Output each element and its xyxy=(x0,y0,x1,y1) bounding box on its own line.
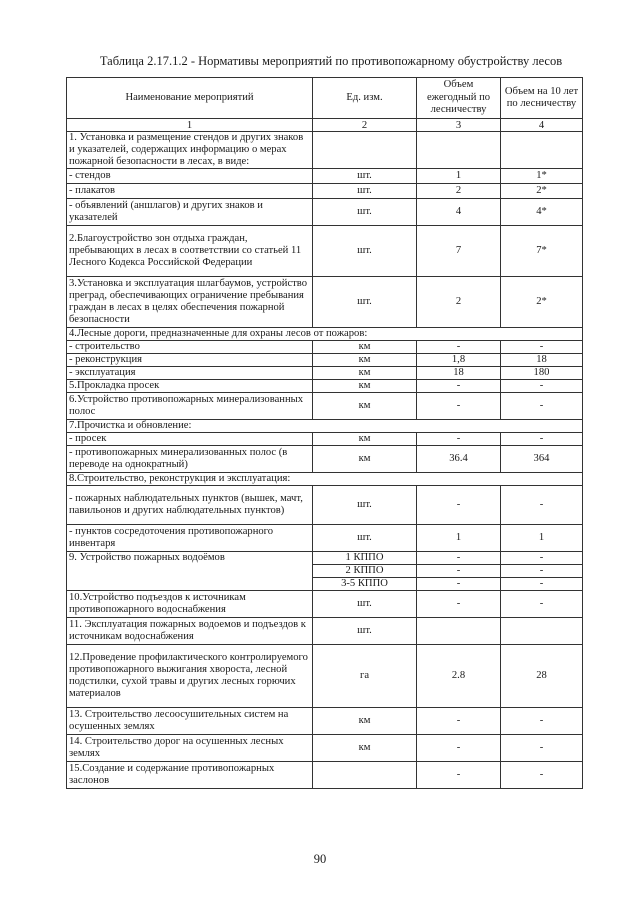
row-name: 12.Проведение профилактического контролируемого противопожарного выжигания хвороста, лесной подстилки, сухой травы и других лесных горючих материалов xyxy=(67,645,313,708)
row-name: 11. Эксплуатация пожарных водоемов и подъездов к источникам водоснабжения xyxy=(67,618,313,645)
row-annual: 7 xyxy=(417,226,501,277)
row-unit: км xyxy=(313,735,417,762)
table-row xyxy=(67,393,583,420)
row-ten-years: - xyxy=(501,578,583,591)
column-number: 2 xyxy=(313,119,417,132)
row-annual: - xyxy=(417,380,501,393)
row-unit: 2 КППО xyxy=(313,565,417,578)
row-ten-years: - xyxy=(501,393,583,420)
row-unit: га xyxy=(313,645,417,708)
page-number: 90 xyxy=(313,852,327,866)
table-row xyxy=(67,367,583,380)
row-ten-years: - xyxy=(501,591,583,618)
row-name: 3.Установка и эксплуатация шлагбаумов, устройство преград, обеспечивающих ограничение пребывания граждан в лесах в целях обеспечения пожарной безопасности xyxy=(67,277,313,328)
row-ten-years: - xyxy=(501,552,583,565)
row-annual: - xyxy=(417,708,501,735)
row-ten-years: - xyxy=(501,565,583,578)
row-annual: - xyxy=(417,341,501,354)
row-ten-years: 2* xyxy=(501,184,583,199)
row-name: - стендов xyxy=(67,169,313,184)
row-ten-years: 1* xyxy=(501,169,583,184)
row-name: - пунктов сосредоточения противопожарного инвентаря xyxy=(67,525,313,552)
row-ten-years xyxy=(501,618,583,645)
row-ten-years xyxy=(501,132,583,169)
table-row xyxy=(67,277,583,328)
row-ten-years: - xyxy=(501,486,583,525)
column-number: 3 xyxy=(417,119,501,132)
row-annual: 2.8 xyxy=(417,645,501,708)
table-row xyxy=(67,199,583,226)
row-ten-years: 7* xyxy=(501,226,583,277)
row-annual: 1 xyxy=(417,169,501,184)
row-name: - объявлений (аншлагов) и других знаков и указателей xyxy=(67,199,313,226)
row-ten-years: 4* xyxy=(501,199,583,226)
row-annual xyxy=(417,132,501,169)
row-unit: км xyxy=(313,708,417,735)
table-header-row xyxy=(67,78,583,119)
row-name: - реконструкция xyxy=(67,354,313,367)
row-ten-years: 364 xyxy=(501,446,583,473)
row-name: - просек xyxy=(67,433,313,446)
row-unit: км xyxy=(313,367,417,380)
row-ten-years: - xyxy=(501,433,583,446)
row-name: 15.Создание и содержание противопожарных заслонов xyxy=(67,762,313,789)
section-title: 4.Лесные дороги, предназначенные для охраны лесов от пожаров: xyxy=(67,328,583,341)
table-row xyxy=(67,341,583,354)
row-annual: - xyxy=(417,393,501,420)
row-ten-years: 1 xyxy=(501,525,583,552)
row-unit: шт. xyxy=(313,618,417,645)
table-row xyxy=(67,708,583,735)
row-unit: км xyxy=(313,341,417,354)
column-number: 4 xyxy=(501,119,583,132)
header-ten-year-volume: Объем на 10 лет по лесничеству xyxy=(501,78,583,119)
row-annual: 18 xyxy=(417,367,501,380)
row-name: - строительство xyxy=(67,341,313,354)
column-number: 1 xyxy=(67,119,313,132)
table-row xyxy=(67,486,583,525)
row-name: 14. Строительство дорог на осушенных лесных землях xyxy=(67,735,313,762)
row-unit: км xyxy=(313,380,417,393)
row-name: - плакатов xyxy=(67,184,313,199)
table-caption: Таблица 2.17.1.2 - Нормативы мероприятий по противопожарному обустройству лесов xyxy=(99,54,563,68)
table-row xyxy=(67,525,583,552)
row-annual: - xyxy=(417,433,501,446)
table-row xyxy=(67,169,583,184)
row-ten-years: - xyxy=(501,708,583,735)
table-row xyxy=(67,552,583,565)
row-annual: - xyxy=(417,591,501,618)
table-row xyxy=(67,354,583,367)
row-ten-years: - xyxy=(501,380,583,393)
row-unit: км xyxy=(313,433,417,446)
table-row xyxy=(67,762,583,789)
row-name: - эксплуатация xyxy=(67,367,313,380)
table-row xyxy=(67,433,583,446)
row-annual: 36.4 xyxy=(417,446,501,473)
row-unit xyxy=(313,762,417,789)
row-name: 2.Благоустройство зон отдыха граждан, пребывающих в лесах в соответствии со статьей 11 Лесного Кодекса Российской Федерации xyxy=(67,226,313,277)
table-row xyxy=(67,226,583,277)
row-ten-years: - xyxy=(501,341,583,354)
row-unit: шт. xyxy=(313,184,417,199)
row-unit: шт. xyxy=(313,199,417,226)
row-ten-years: 18 xyxy=(501,354,583,367)
row-unit: км xyxy=(313,446,417,473)
table-row xyxy=(67,618,583,645)
row-annual: - xyxy=(417,578,501,591)
row-name: 1. Установка и размещение стендов и других знаков и указателей, содержащих информацию о мерах пожарной безопасности в лесах, в виде: xyxy=(67,132,313,169)
row-annual: - xyxy=(417,735,501,762)
header-annual-volume: Объем ежегодный по лесничеству xyxy=(417,78,501,119)
table-row xyxy=(67,735,583,762)
row-annual: 2 xyxy=(417,184,501,199)
row-ten-years: 2* xyxy=(501,277,583,328)
row-unit: км xyxy=(313,354,417,367)
fire-prevention-norms-table xyxy=(66,77,583,789)
row-name: - пожарных наблюдательных пунктов (вышек, мачт, павильонов и других наблюдательных пунктов) xyxy=(67,486,313,525)
row-annual: 1,8 xyxy=(417,354,501,367)
row-ten-years: - xyxy=(501,735,583,762)
row-unit: шт. xyxy=(313,486,417,525)
table-row xyxy=(67,380,583,393)
row-unit: 3-5 КППО xyxy=(313,578,417,591)
row-name: - противопожарных минерализованных полос (в переводе на однократный) xyxy=(67,446,313,473)
table-row xyxy=(67,645,583,708)
table-row xyxy=(67,132,583,169)
row-name: 9. Устройство пожарных водоёмов xyxy=(67,552,313,591)
section-title: 8.Строительство, реконструкция и эксплуатация: xyxy=(67,473,583,486)
row-name: 10.Устройство подъездов к источникам противопожарного водоснабжения xyxy=(67,591,313,618)
row-unit: шт. xyxy=(313,525,417,552)
column-numbers-row xyxy=(67,119,583,132)
row-annual xyxy=(417,618,501,645)
row-unit: шт. xyxy=(313,591,417,618)
row-ten-years: 180 xyxy=(501,367,583,380)
row-annual: - xyxy=(417,762,501,789)
section-row xyxy=(67,473,583,486)
table-row xyxy=(67,591,583,618)
section-title: 7.Прочистка и обновление: xyxy=(67,420,583,433)
table-row xyxy=(67,446,583,473)
section-row xyxy=(67,420,583,433)
row-unit: км xyxy=(313,393,417,420)
row-unit: шт. xyxy=(313,277,417,328)
header-unit: Ед. изм. xyxy=(313,78,417,119)
row-unit: шт. xyxy=(313,169,417,184)
row-unit: шт. xyxy=(313,226,417,277)
row-name: 13. Строительство лесоосушительных систем на осушенных землях xyxy=(67,708,313,735)
row-annual: 4 xyxy=(417,199,501,226)
section-row xyxy=(67,328,583,341)
row-name: 5.Прокладка просек xyxy=(67,380,313,393)
row-name: 6.Устройство противопожарных минерализованных полос xyxy=(67,393,313,420)
row-annual: 1 xyxy=(417,525,501,552)
row-unit: 1 КППО xyxy=(313,552,417,565)
row-unit xyxy=(313,132,417,169)
row-ten-years: 28 xyxy=(501,645,583,708)
row-annual: 2 xyxy=(417,277,501,328)
row-annual: - xyxy=(417,486,501,525)
table-row xyxy=(67,184,583,199)
row-ten-years: - xyxy=(501,762,583,789)
header-name: Наименование мероприятий xyxy=(67,78,313,119)
row-annual: - xyxy=(417,552,501,565)
row-annual: - xyxy=(417,565,501,578)
